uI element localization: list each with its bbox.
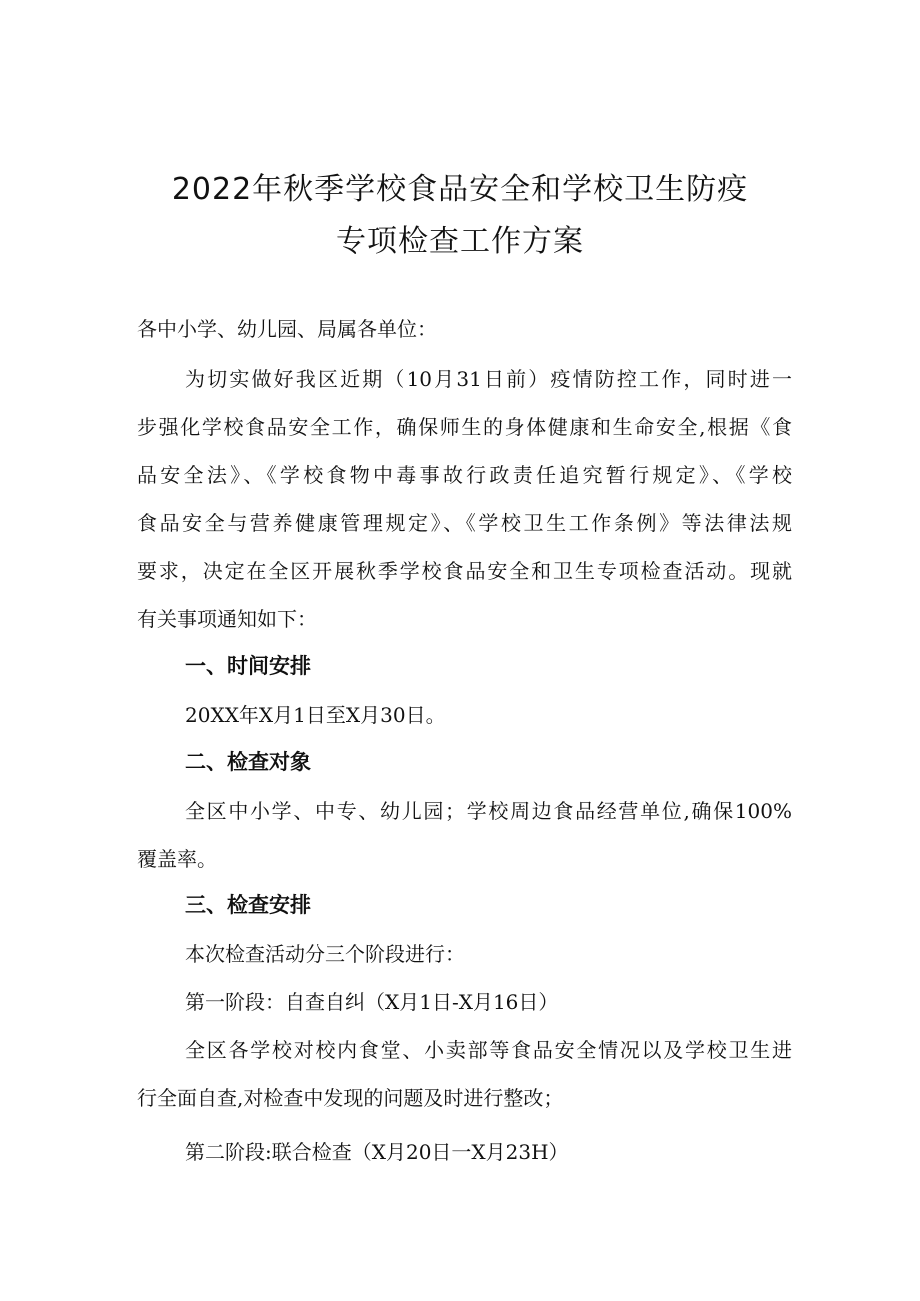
intro-line: 品安全法》、《学校食物中毒事故行政责任追究暂行规定》、《学校 (137, 463, 792, 487)
intro-line: 步强化学校食品安全工作，确保师生的身体健康和生命安全,根据《食 (137, 415, 792, 439)
section-line: 全区中小学、中专、幼儿园；学校周边食品经营单位,确保100% (185, 799, 792, 823)
section-heading-schedule: 一、时间安排 (185, 654, 311, 678)
intro-line: 要求，决定在全区开展秋季学校食品安全和卫生专项检查活动。现就 (137, 559, 792, 583)
section-line: 第一阶段：自查自纠（X月1日-X月16日） (185, 990, 559, 1014)
section-line: 行全面自查,对检查中发现的问题及时进行整改； (137, 1086, 564, 1110)
intro-line: 有关事项通知如下： (137, 607, 317, 631)
section-line: 第二阶段:联合检查（X月20日一X月23H） (185, 1140, 569, 1164)
section-line: 本次检查活动分三个阶段进行： (185, 942, 465, 966)
section-line: 20XX年X月1日至X月30日。 (185, 703, 446, 727)
section-heading-arrangement: 三、检查安排 (185, 893, 311, 917)
salutation: 各中小学、幼儿园、局属各单位： (137, 317, 437, 341)
section-line: 全区各学校对校内食堂、小卖部等食品安全情况以及学校卫生进 (185, 1038, 792, 1062)
document-title-line-2: 专项检查工作方案 (336, 224, 584, 259)
section-line: 覆盖率。 (137, 847, 217, 871)
section-heading-targets: 二、检查对象 (185, 750, 311, 774)
document-title-line-1: 2022年秋季学校食品安全和学校卫生防疫 (171, 172, 749, 207)
intro-line: 食品安全与营养健康管理规定》、《学校卫生工作条例》等法律法规 (137, 511, 792, 535)
intro-line: 为切实做好我区近期（10月31日前）疫情防控工作，同时进一 (185, 367, 792, 391)
